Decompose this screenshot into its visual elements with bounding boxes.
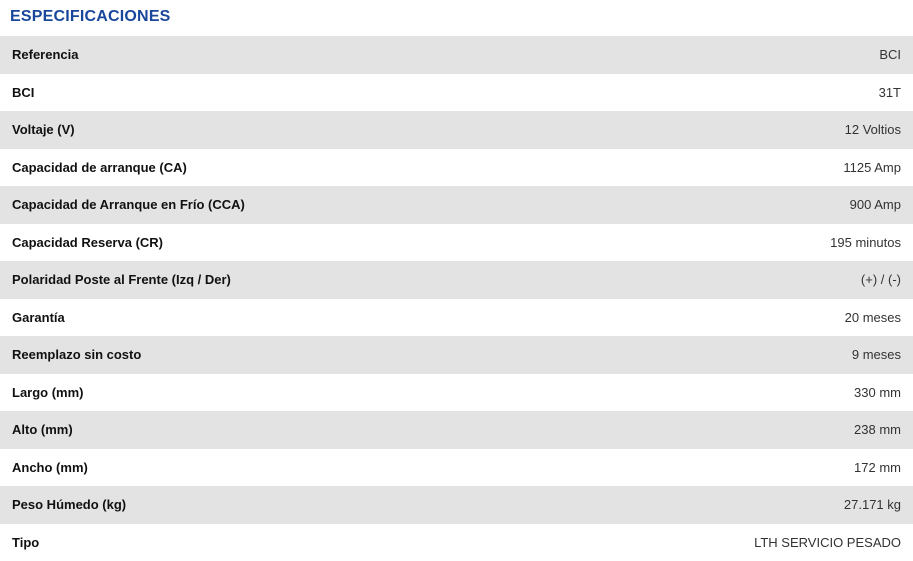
spec-value: LTH SERVICIO PESADO [544,524,913,561]
spec-label: BCI [0,74,544,112]
spec-value: 172 mm [544,449,913,487]
spec-value: 195 minutos [544,224,913,262]
spec-label: Garantía [0,299,544,337]
page-title: ESPECIFICACIONES [0,0,913,36]
spec-label: Referencia [0,36,544,74]
table-row [0,74,913,112]
spec-label: Alto (mm) [0,411,544,449]
spec-value: 12 Voltios [544,111,913,149]
table-row [0,261,913,299]
table-row [0,411,913,449]
table-row [0,524,913,561]
spec-value: (+) / (-) [544,261,913,299]
spec-label: Peso Húmedo (kg) [0,486,544,524]
spec-value: 9 meses [544,336,913,374]
spec-value: BCI [544,36,913,74]
table-row [0,224,913,262]
spec-label: Reemplazo sin costo [0,336,544,374]
spec-label: Ancho (mm) [0,449,544,487]
table-row [0,111,913,149]
specifications-table [0,36,913,561]
spec-label: Tipo [0,524,544,561]
table-row [0,336,913,374]
spec-label: Capacidad Reserva (CR) [0,224,544,262]
spec-value: 900 Amp [544,186,913,224]
spec-value: 20 meses [544,299,913,337]
spec-value: 1125 Amp [544,149,913,187]
table-row [0,186,913,224]
table-row [0,374,913,412]
spec-label: Capacidad de Arranque en Frío (CCA) [0,186,544,224]
spec-value: 31T [544,74,913,112]
table-row [0,449,913,487]
spec-value: 238 mm [544,411,913,449]
spec-label: Capacidad de arranque (CA) [0,149,544,187]
specifications-table-body [0,36,913,561]
table-row [0,36,913,74]
spec-value: 330 mm [544,374,913,412]
spec-label: Largo (mm) [0,374,544,412]
table-row [0,149,913,187]
spec-value: 27.171 kg [544,486,913,524]
table-row [0,299,913,337]
table-row [0,486,913,524]
spec-label: Polaridad Poste al Frente (Izq / Der) [0,261,544,299]
spec-label: Voltaje (V) [0,111,544,149]
